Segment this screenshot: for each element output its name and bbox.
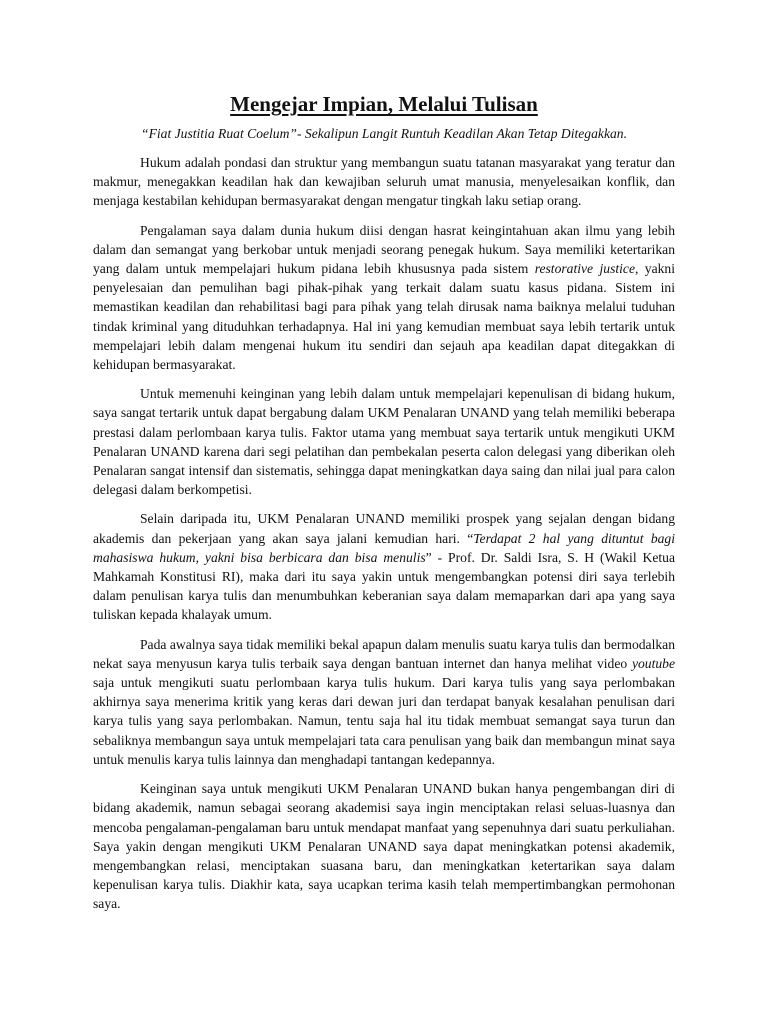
- paragraph-4-quote: Terdapat 2 hal yang dituntut bagi mahasiswa hukum, yakni bisa berbicara dan bisa menulis: [93, 530, 675, 565]
- paragraph-2-text-a: Pengalaman saya dalam dunia hukum diisi dengan hasrat keingintahuan akan ilmu yang lebih dalam dan semangat yang berkobar untuk menjadi seorang penegak hukum. Saya memiliki ketertarikan yang dalam untuk mempelajari hukum pidana lebih khususnya pada sistem: [93, 222, 675, 277]
- paragraph-5-text-b: saja untuk mengikuti suatu perlombaan karya tulis hukum. Dari karya tulis yang saya perlombakan akhirnya saya menerima kritik yang keras dari dewan juri dan terdapat banyak kesalahan penulisan dari karya tulis yang saya perlombakan. Namun, tentu saja hal itu tidak membuat semangat saya turun dan sebaliknya membangun saya untuk mempelajari tata cara penulisan yang baik dan membangun minat saya untuk menulis karya tulis lainnya dan menghadapi tantangan kedepannya.: [93, 675, 675, 767]
- paragraph-4-text-a: Selain daripada itu, UKM Penalaran UNAND memiliki prospek yang sejalan dengan bidang akademis dan pekerjaan yang akan saya jalani kemudian hari. “: [93, 511, 675, 546]
- document-motto: “Fiat Justitia Ruat Coelum”- Sekalipun Langit Runtuh Keadilan Akan Tetap Ditegakkan.: [141, 126, 627, 141]
- paragraph-2-italic-term: restorative justice: [534, 261, 635, 277]
- paragraph-4: [93, 509, 675, 624]
- paragraph-5-italic-term: youtube: [631, 655, 675, 671]
- paragraph-6-text: Keinginan saya untuk mengikuti UKM Penalaran UNAND bukan hanya pengembangan diri di bidang akademik, namun sebagai seorang akademisi saya ingin menciptakan relasi seluas-luasnya dan mencoba pengalaman-pengalaman baru untuk mendapat manfaat yang sepenuhnya dari suatu perkuliahan. Saya yakin dengan mengikuti UKM Penalaran UNAND saya dapat meningkatkan potensi akademik, mengembangkan relasi, menciptakan suasana baru, dan meningkatkan ketertarikan saya dalam kepenulisan karya tulis. Diakhir kata, saya ucapkan terima kasih telah mempertimbangkan permohonan saya.: [93, 781, 675, 912]
- paragraph-1-text: Hukum adalah pondasi dan struktur yang membangun suatu tatanan masyarakat yang teratur dan makmur, menegakkan keadilan hak dan kewajiban seluruh umat manusia, menyelesaikan konflik, dan menjaga kestabilan kehidupan bermasyarakat dengan mengatur tingkah laku setiap orang.: [93, 155, 675, 209]
- paragraph-6: [93, 779, 675, 913]
- paragraph-5-text-a: Pada awalnya saya tidak memiliki bekal apapun dalam menulis suatu karya tulis dan bermodalkan nekat saya menyusun karya tulis terbaik saya dengan bantuan internet dan hanya melihat video: [93, 636, 675, 671]
- document-title: [93, 92, 675, 116]
- paragraph-3-text: Untuk memenuhi keinginan yang lebih dalam untuk mempelajari kepenulisan di bidang hukum, saya sangat tertarik untuk dapat bergabung dalam UKM Penalaran UNAND yang telah memiliki beberapa prestasi dalam perlombaan karya tulis. Faktor utama yang membuat saya tertarik untuk mengikuti UKM Penalaran UNAND karena dari segi pelatihan dan pembekalan peserta calon delegasi yang diberikan oleh Penalaran sangat intensif dan sistematis, sehingga dapat meningkatkan daya saing dan nilai jual para calon delegasi dalam berkompetisi.: [93, 386, 675, 498]
- paragraph-2-text-b: , yakni penyelesaian dan pemulihan bagi pihak-pihak yang terkait dalam suatu kasus pidana. Sistem ini memastikan keadilan dan rehabilitasi bagi para pihak yang telah dirusak nama baiknya melalui tuduhan tindak kriminal yang dituduhkan terhadapnya. Hal ini yang kemudian membuat saya lebih tertarik untuk mempelajari lebih dalam mengenai hukum itu sendiri dan sejauh apa keadilan dapat ditegakkan di kehidupan bermasyarakat.: [93, 261, 676, 373]
- paragraph-3: [93, 384, 675, 499]
- document-title-text: Mengejar Impian, Melalui Tulisan: [230, 92, 538, 116]
- paragraph-2: [93, 221, 675, 375]
- paragraph-1: [93, 153, 675, 211]
- paragraph-5: [93, 635, 675, 769]
- paragraph-4-text-b: ” - Prof. Dr. Saldi Isra, S. H (Wakil Ketua Mahkamah Konstitusi RI), maka dari itu saya yakin untuk mengembangkan potensi diri saya terlebih dalam penulisan karya tulis dan menumbuhkan keberanian saya dalam memaparkan dari apa yang saya tuliskan kepada khalayak umum.: [93, 549, 675, 623]
